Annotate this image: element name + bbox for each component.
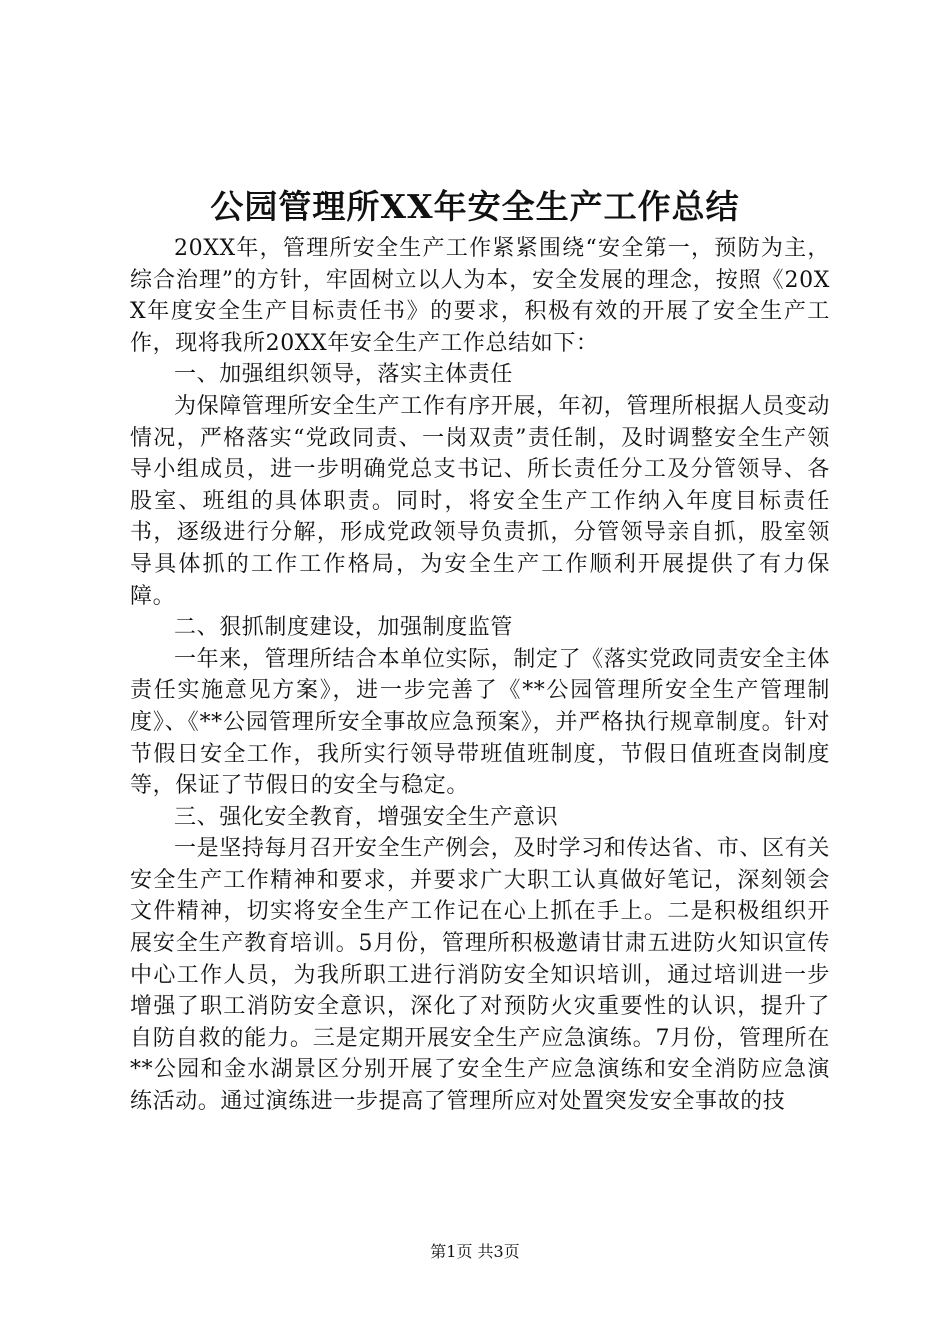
section-3-paragraph: 一是坚持每月召开安全生产例会，及时学习和传达省、市、区有关安全生产工作精神和要求，并要求广大职工认真做好笔记，深刻领会文件精神，切实将安全生产工作记在心上抓在手上。二是积极组织开展安全生产教育培训。5月份，管理所积极邀请甘肃五进防火知识宣传中心工作人员，为我所职工进行消防安全知识培训，通过培训进一步增强了职工消防安全意识，深化了对预防火灾重要性的认识，提升了自防自救的能力。三是定期开展安全生产应急演练。7月份，管理所在**公园和金水湖景区分别开展了安全生产应急演练和安全消防应急演练活动。通过演练进一步提高了管理所应对处置突发安全事故的技 [130,836,830,1115]
section-heading-1: 一、加强组织领导，落实主体责任 [174,362,514,388]
intro-paragraph: 20XX年，管理所安全生产工作紧紧围绕“安全第一，预防为主，综合治理”的方针，牢固树立以人为本，安全发展的理念，按照《20XX年度安全生产目标责任书》的要求，积极有效的开展了安全生产工作，现将我所20XX年安全生产工作总结如下： [130,236,830,356]
section-heading-3: 三、强化安全教育，增强安全生产意识 [174,804,559,830]
section-1-paragraph: 为保障管理所安全生产工作有序开展，年初，管理所根据人员变动情况，严格落实“党政同责、一岗双责”责任制，及时调整安全生产领导小组成员，进一步明确党总支书记、所长责任分工及分管领导、各股室、班组的具体职责。同时，将安全生产工作纳入年度目标责任书，逐级进行分解，形成党政领导负责抓，分管领导亲自抓，股室领导具体抓的工作工作格局，为安全生产工作顺利开展提供了有力保障。 [130,393,830,609]
document-body [130,233,830,1118]
document-title: 公园管理所XX年安全生产工作总结 [210,187,740,226]
section-2-paragraph: 一年来，管理所结合本单位实际，制定了《落实党政同责安全主体责任实施意见方案》，进一步完善了《**公园管理所安全生产管理制度》、《**公园管理所安全事故应急预案》，并严格执行规章制度。针对节假日安全工作，我所实行领导带班值班制度，节假日值班查岗制度等，保证了节假日的安全与稳定。 [130,646,830,799]
page-number-footer: 第1页 共3页 [430,1242,520,1261]
section-heading-2: 二、狠抓制度建设，加强制度监管 [174,615,514,641]
